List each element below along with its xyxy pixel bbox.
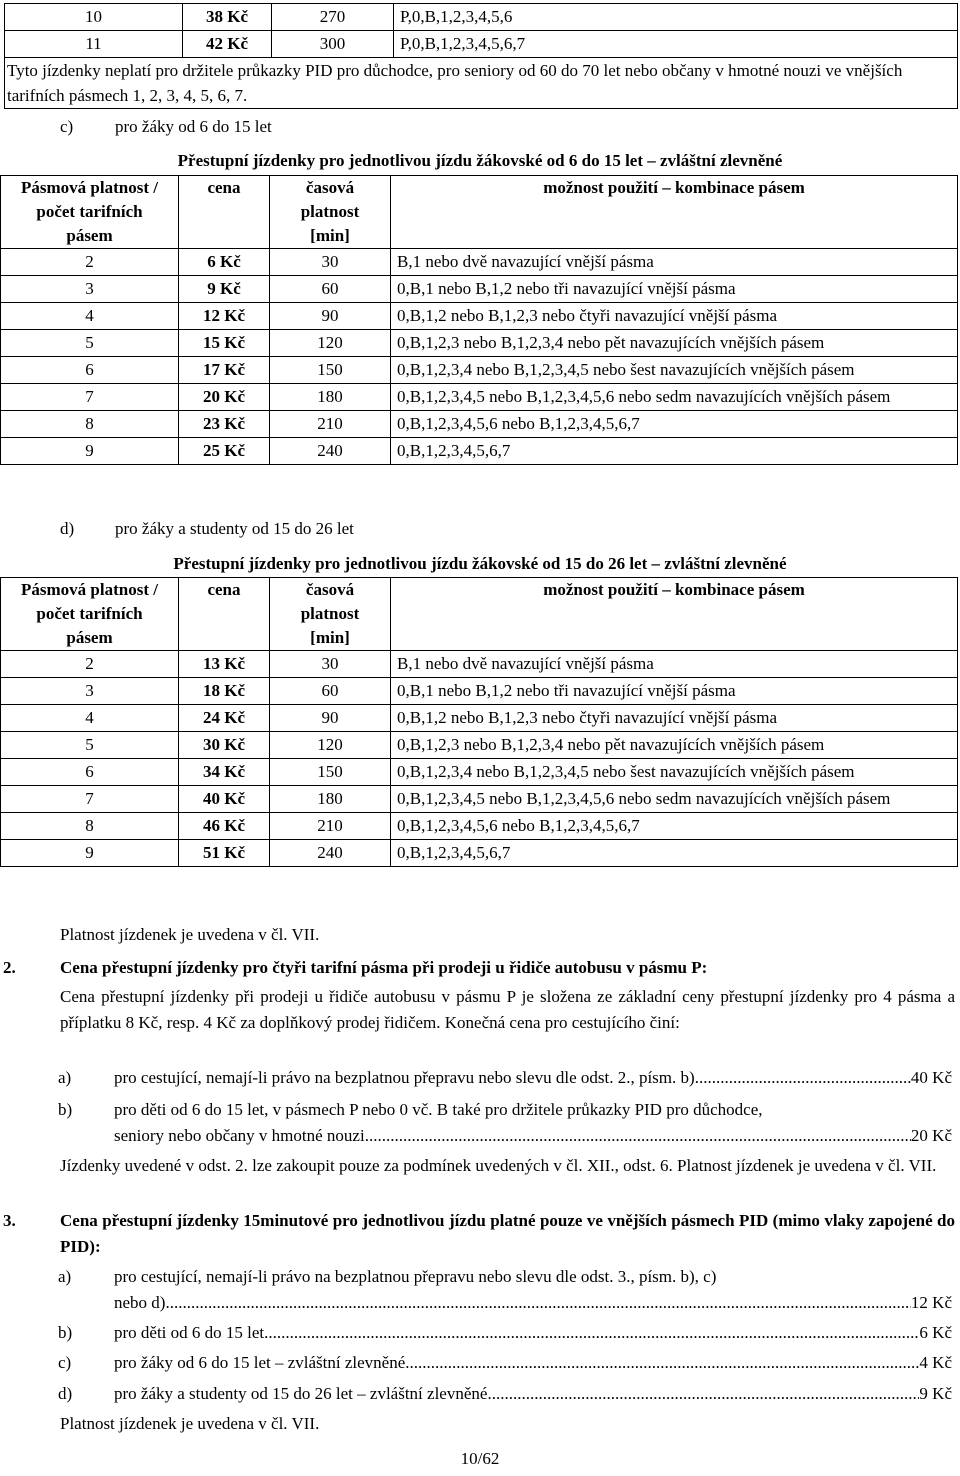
item-price: 4 Kč <box>919 1353 952 1372</box>
item-text-row <box>114 1320 952 1346</box>
section-d-rows <box>1 651 958 867</box>
minutes-cell: 120 <box>270 330 391 357</box>
table-row <box>1 678 958 705</box>
usage-cell: 0,B,1,2,3,4,5,6 nebo B,1,2,3,4,5,6,7 <box>391 813 958 840</box>
usage-cell: 0,B,1,2,3,4,5 nebo B,1,2,3,4,5,6 nebo sedm navazujících vnějších pásem <box>391 786 958 813</box>
item-text-line1: pro cestující, nemají-li právo na bezplatnou přepravu nebo slevu dle odst. 3., písm. b), c) <box>114 1267 717 1286</box>
price-cell: 23 Kč <box>179 411 270 438</box>
time-header <box>270 578 391 651</box>
table-row <box>1 759 958 786</box>
usage-cell: 0,B,1,2,3,4,5 nebo B,1,2,3,4,5,6 nebo sedm navazujících vnějších pásem <box>391 384 958 411</box>
price-cell: 25 Kč <box>179 438 270 465</box>
item-price: 9 Kč <box>919 1384 952 1403</box>
zones-cell: 9 <box>1 438 179 465</box>
zones-cell: 6 <box>1 759 179 786</box>
item-text-row <box>114 1290 952 1316</box>
usage-cell: 0,B,1,2,3 nebo B,1,2,3,4 nebo pět navazujících vnějších pásem <box>391 732 958 759</box>
time-header-line: platnost <box>300 604 360 623</box>
section-c-caption: Přestupní jízdenky pro jednotlivou jízdu žákovské od 6 do 15 let – zvláštní zlevněné <box>177 151 783 170</box>
zones-cell: 7 <box>1 384 179 411</box>
zones-cell: 2 <box>1 651 179 678</box>
item-text: pro žáky a studenty od 15 do 26 let – zvláštní zlevněné <box>114 1384 488 1403</box>
minutes-cell: 90 <box>270 705 391 732</box>
usage-cell: 0,B,1,2,3,4,5,6,7 <box>391 438 958 465</box>
minutes-cell: 30 <box>270 651 391 678</box>
table-row <box>1 651 958 678</box>
table-row <box>1 840 958 867</box>
item-label: a) <box>58 1068 72 1087</box>
table-row <box>1 732 958 759</box>
usage-cell: 0,B,1 nebo B,1,2 nebo tři navazující vnější pásma <box>391 276 958 303</box>
zones-cell: 10 <box>5 4 183 31</box>
table-note-row <box>5 58 958 109</box>
section-d-label: d) <box>60 519 75 538</box>
page-number: 10/62 <box>460 1449 500 1468</box>
section-3-number: 3. <box>3 1211 16 1230</box>
price-cell: 13 Kč <box>179 651 270 678</box>
usage-cell: 0,B,1,2,3,4 nebo B,1,2,3,4,5 nebo šest navazujících vnějších pásem <box>391 357 958 384</box>
zones-header <box>1 578 179 651</box>
price-cell: 51 Kč <box>179 840 270 867</box>
section-3-heading: Cena přestupní jízdenky 15minutové pro jednotlivou jízdu platné pouze ve vnějších pásmech PID (mimo vlaky zapojené do PID): <box>60 1211 955 1256</box>
minutes-cell: 60 <box>270 678 391 705</box>
item-label: a) <box>58 1267 72 1286</box>
minutes-cell: 210 <box>270 411 391 438</box>
usage-cell: P,0,B,1,2,3,4,5,6,7 <box>394 31 958 58</box>
minutes-cell: 180 <box>270 786 391 813</box>
usage-cell: B,1 nebo dvě navazující vnější pásma <box>391 249 958 276</box>
minutes-cell: 150 <box>270 759 391 786</box>
time-header <box>270 176 391 249</box>
section-c-rows <box>1 249 958 465</box>
usage-cell: P,0,B,1,2,3,4,5,6 <box>394 4 958 31</box>
price-cell: 9 Kč <box>179 276 270 303</box>
leader-dots <box>165 1290 910 1316</box>
table-row <box>1 303 958 330</box>
zones-cell: 4 <box>1 705 179 732</box>
item-text-line1: pro děti od 6 do 15 let, v pásmech P nebo 0 vč. B také pro držitele průkazky PID pro důchodce, <box>114 1100 763 1119</box>
minutes-cell: 300 <box>272 31 394 58</box>
item-label: b) <box>58 1100 73 1119</box>
zones-cell: 3 <box>1 678 179 705</box>
table-row <box>5 4 958 31</box>
zones-cell: 2 <box>1 249 179 276</box>
minutes-cell: 270 <box>272 4 394 31</box>
section-2-number: 2. <box>3 958 16 977</box>
section-c-table <box>0 175 958 465</box>
minutes-cell: 150 <box>270 357 391 384</box>
time-header-line: časová <box>305 178 355 197</box>
usage-header: možnost použití – kombinace pásem <box>391 176 958 249</box>
zones-cell: 4 <box>1 303 179 330</box>
price-cell: 30 Kč <box>179 732 270 759</box>
section-c-title: pro žáky od 6 do 15 let <box>115 117 272 136</box>
price-cell: 6 Kč <box>179 249 270 276</box>
item-text-row <box>114 1065 952 1091</box>
usage-cell: 0,B,1,2,3,4 nebo B,1,2,3,4,5 nebo šest navazujících vnějších pásem <box>391 759 958 786</box>
price-cell: 20 Kč <box>179 384 270 411</box>
price-cell: 24 Kč <box>179 705 270 732</box>
zones-cell: 8 <box>1 411 179 438</box>
usage-cell: 0,B,1,2,3,4,5,6,7 <box>391 840 958 867</box>
table-row <box>1 330 958 357</box>
section-3-validity: Platnost jízdenek je uvedena v čl. VII. <box>60 1414 320 1433</box>
table-header-row <box>1 176 958 249</box>
usage-cell: 0,B,1,2 nebo B,1,2,3 nebo čtyři navazující vnější pásma <box>391 303 958 330</box>
price-cell: 18 Kč <box>179 678 270 705</box>
usage-cell: 0,B,1,2 nebo B,1,2,3 nebo čtyři navazující vnější pásma <box>391 705 958 732</box>
price-cell: 34 Kč <box>179 759 270 786</box>
item-price: 6 Kč <box>919 1323 952 1342</box>
table-header-row <box>1 578 958 651</box>
price-cell: 40 Kč <box>179 786 270 813</box>
usage-cell: B,1 nebo dvě navazující vnější pásma <box>391 651 958 678</box>
zones-cell: 5 <box>1 732 179 759</box>
item-text: seniory nebo občany v hmotné nouzi <box>114 1126 365 1145</box>
table-row <box>1 357 958 384</box>
minutes-cell: 60 <box>270 276 391 303</box>
section-d-table <box>0 577 958 867</box>
zones-cell: 8 <box>1 813 179 840</box>
section-d-title: pro žáky a studenty od 15 do 26 let <box>115 519 354 538</box>
minutes-cell: 210 <box>270 813 391 840</box>
time-header-line: časová <box>305 580 355 599</box>
leader-dots <box>264 1320 919 1346</box>
price-cell: 17 Kč <box>179 357 270 384</box>
minutes-cell: 240 <box>270 840 391 867</box>
time-header-line: [min] <box>310 226 350 245</box>
usage-cell: 0,B,1,2,3 nebo B,1,2,3,4 nebo pět navazujících vnějších pásem <box>391 330 958 357</box>
item-text: pro děti od 6 do 15 let <box>114 1323 265 1342</box>
table-row <box>1 786 958 813</box>
minutes-cell: 90 <box>270 303 391 330</box>
minutes-cell: 30 <box>270 249 391 276</box>
item-text: pro cestující, nemají-li právo na bezplatnou přepravu nebo slevu dle odst. 2., písm. b) <box>114 1068 695 1087</box>
item-price: 12 Kč <box>910 1293 952 1312</box>
price-header: cena <box>179 176 270 249</box>
zones-cell: 6 <box>1 357 179 384</box>
zones-header-line: pásem <box>66 628 113 647</box>
table-row <box>1 276 958 303</box>
zones-header-line: Pásmová platnost / <box>21 178 158 197</box>
item-label: d) <box>58 1384 73 1403</box>
item-text: nebo d) <box>114 1293 166 1312</box>
section-d-validity: Platnost jízdenek je uvedena v čl. VII. <box>60 925 320 944</box>
table-row <box>1 384 958 411</box>
zones-header <box>1 176 179 249</box>
price-cell: 12 Kč <box>179 303 270 330</box>
zones-cell: 3 <box>1 276 179 303</box>
section-2-paragraph: Cena přestupní jízdenky při prodeji u řidiče autobusu v pásmu P je složena ze základní ceny přestupní jízdenky pro 4 pásma a příplatku 8 Kč, resp. 4 Kč za doplňkový prodej řidičem. Konečná cena pro cestujícího činí: <box>60 987 955 1032</box>
leader-dots <box>695 1065 911 1091</box>
usage-header: možnost použití – kombinace pásem <box>391 578 958 651</box>
zones-cell: 11 <box>5 31 183 58</box>
table-row <box>5 31 958 58</box>
price-cell: 46 Kč <box>179 813 270 840</box>
item-text-row <box>114 1381 952 1407</box>
price-header: cena <box>179 578 270 651</box>
price-cell: 38 Kč <box>183 4 272 31</box>
price-cell: 42 Kč <box>183 31 272 58</box>
zones-header-line: pásem <box>66 226 113 245</box>
table-row <box>1 813 958 840</box>
minutes-cell: 120 <box>270 732 391 759</box>
item-text-row <box>114 1350 952 1376</box>
top-fare-table <box>4 3 958 109</box>
item-label: b) <box>58 1323 73 1342</box>
table-row <box>1 249 958 276</box>
table-row <box>1 705 958 732</box>
leader-dots <box>365 1123 911 1149</box>
zones-cell: 7 <box>1 786 179 813</box>
minutes-cell: 180 <box>270 384 391 411</box>
zones-header-line: počet tarifních <box>36 202 143 221</box>
usage-cell: 0,B,1 nebo B,1,2 nebo tři navazující vnější pásma <box>391 678 958 705</box>
zones-cell: 5 <box>1 330 179 357</box>
table-row <box>1 411 958 438</box>
time-header-line: [min] <box>310 628 350 647</box>
item-price: 20 Kč <box>910 1126 952 1145</box>
leader-dots <box>487 1381 919 1407</box>
zones-header-line: počet tarifních <box>36 604 143 623</box>
section-2-note: Jízdenky uvedené v odst. 2. lze zakoupit pouze za podmínek uvedených v čl. XII., odst. 6. Platnost jízdenek je uvedena v čl. VII. <box>60 1156 937 1175</box>
item-text-row <box>114 1123 952 1149</box>
section-2-heading: Cena přestupní jízdenky pro čtyři tarifní pásma při prodeji u řidiče autobusu v pásmu P: <box>60 958 708 977</box>
item-label: c) <box>58 1353 72 1372</box>
minutes-cell: 240 <box>270 438 391 465</box>
time-header-line: platnost <box>300 202 360 221</box>
section-c-label: c) <box>60 117 74 136</box>
usage-cell: 0,B,1,2,3,4,5,6 nebo B,1,2,3,4,5,6,7 <box>391 411 958 438</box>
table-row <box>1 438 958 465</box>
item-price: 40 Kč <box>910 1068 952 1087</box>
price-cell: 15 Kč <box>179 330 270 357</box>
zones-header-line: Pásmová platnost / <box>21 580 158 599</box>
item-text: pro žáky od 6 do 15 let – zvláštní zlevněné <box>114 1353 406 1372</box>
zones-cell: 9 <box>1 840 179 867</box>
leader-dots <box>405 1350 919 1376</box>
section-d-caption: Přestupní jízdenky pro jednotlivou jízdu žákovské od 15 do 26 let – zvláštní zlevněné <box>173 554 787 573</box>
table-note: Tyto jízdenky neplatí pro držitele průkazky PID pro důchodce, pro seniory od 60 do 70 let nebo občany v hmotné nouzi ve vnějších tarifních pásmech 1, 2, 3, 4, 5, 6, 7. <box>5 58 958 109</box>
